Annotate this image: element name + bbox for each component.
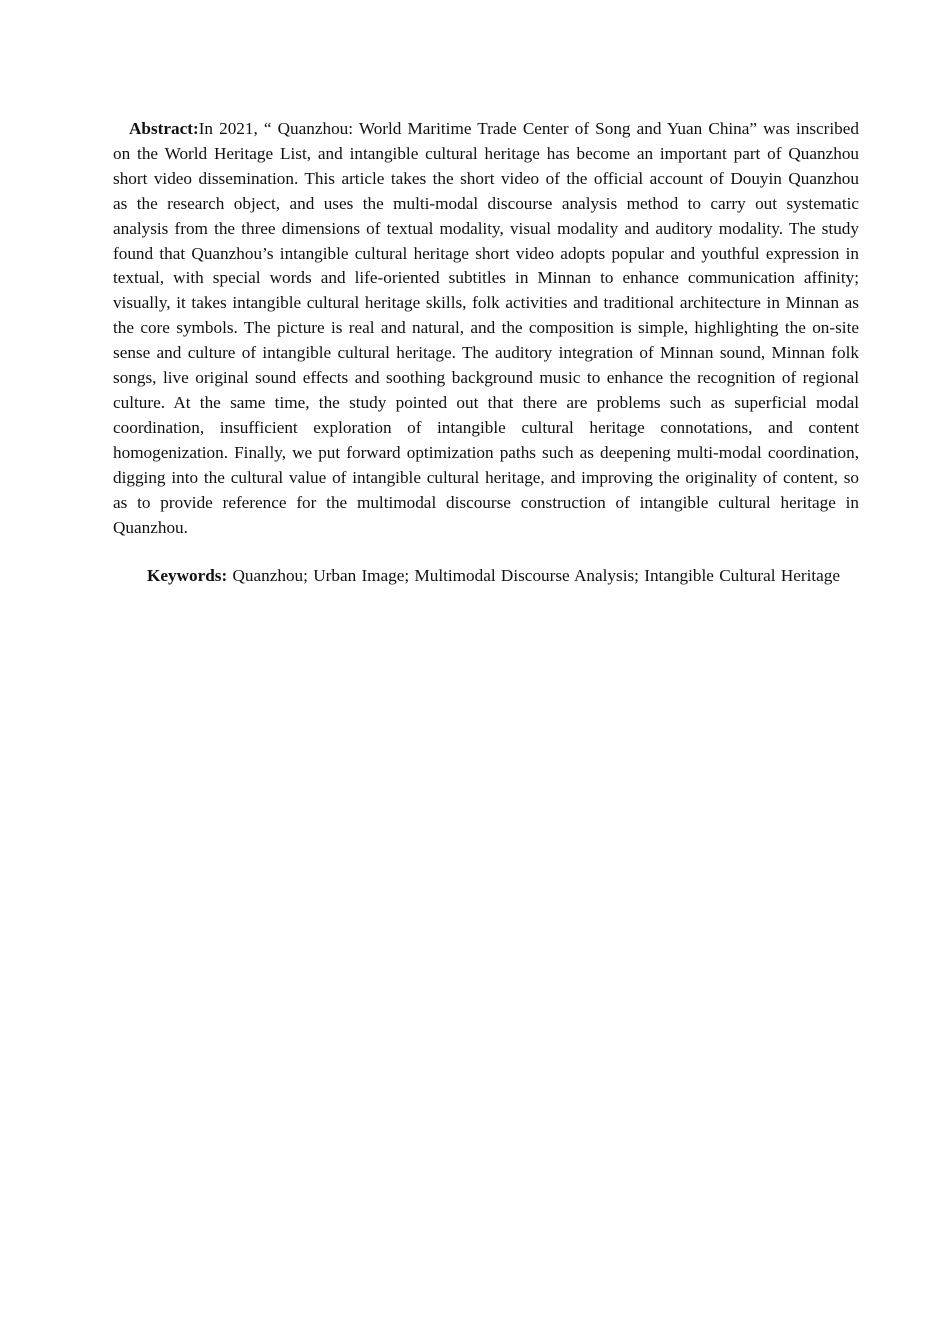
abstract-text: In 2021, “ Quanzhou: World Maritime Trade Center of Song and Yuan China” was inscribed on the World Heritage List, and intangible cultural heritage has become an important part of Quanzhou short video dissemination. This article takes the short video of the official account of Douyin Quanzhou as the research object, and uses the multi-modal discourse analysis method to carry out systematic analysis from the three dimensions of textual modality, visual modality and auditory modality. The study found that Quanzhou’s intangible cultural heritage short video adopts popular and youthful expression in textual, with special words and life-oriented subtitles in Minnan to enhance communication affinity; visually, it takes intangible cultural heritage skills, folk activities and traditional architecture in Minnan as the core symbols. The picture is real and natural, and the composition is simple, highlighting the on-site sense and culture of intangible cultural heritage. The auditory integration of Minnan sound, Minnan folk songs, live original sound effects and soothing background music to enhance the recognition of regional culture. At the same time, the study pointed out that there are problems such as superficial modal coordination, insufficient exploration of intangible cultural heritage connotations, and content homogenization. Finally, we put forward optimization paths such as deepening multi-modal coordination, digging into the cultural value of intangible cultural heritage, and improving the originality of content, so as to provide reference for the multimodal discourse construction of intangible cultural heritage in Quanzhou. [113, 119, 859, 537]
abstract-label: Abstract: [129, 119, 199, 138]
keywords-label: Keywords: [147, 566, 228, 586]
document-page [113, 117, 859, 589]
keywords-paragraph [113, 564, 859, 589]
keywords-text: Quanzhou; Urban Image; Multimodal Discourse Analysis; Intangible Cultural Heritage [227, 566, 841, 586]
abstract-paragraph [113, 117, 859, 540]
